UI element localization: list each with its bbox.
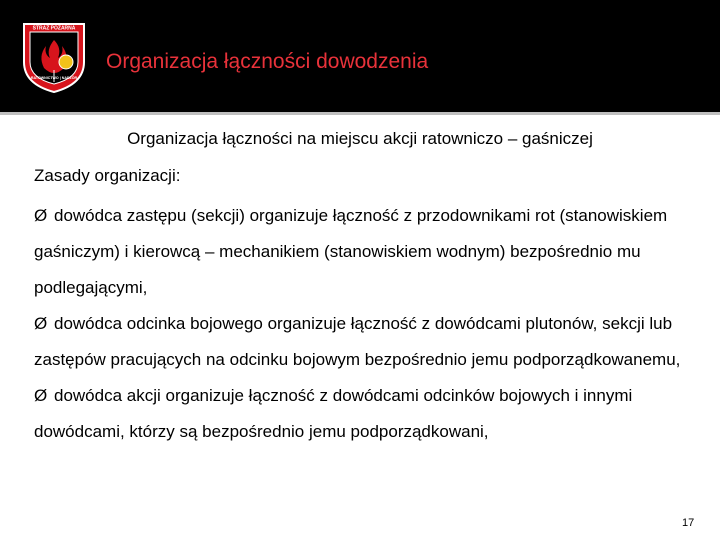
arrow-bullet-icon: Ø <box>34 314 48 333</box>
bullet-text: dowódca zastępu (sekcji) organizuje łączność z przodownikami rot (stanowiskiem gaśniczym) i kierowcą – mechanikiem (stanowiskiem wodnym) bezpośrednio mu podlegającymi, <box>34 206 668 297</box>
slide-header <box>0 0 720 112</box>
section-heading: Zasady organizacji: <box>34 166 181 185</box>
page-number: 17 <box>682 517 695 529</box>
bullet-item <box>34 198 704 306</box>
arrow-bullet-icon: Ø <box>34 386 48 405</box>
logo-top-text: STRAŻ POŻARNA <box>32 25 76 32</box>
slide-subtitle: Organizacja łączności na miejscu akcji ratowniczo – gaśniczej <box>127 129 593 148</box>
fire-brigade-logo <box>20 18 88 94</box>
arrow-bullet-icon: Ø <box>34 206 48 225</box>
bullet-text: dowódca akcji organizuje łączność z dowódcami odcinków bojowych i innymi dowódcami, którzy są bezpośrednio jemu podporządkowani, <box>34 386 633 441</box>
bullet-text: dowódca odcinka bojowego organizuje łączność z dowódcami plutonów, sekcji lub zastępów pracujących na odcinku bojowym bezpośrednio jemu podporządkowanemu, <box>34 314 681 369</box>
bullet-item <box>34 378 704 450</box>
slide-content <box>34 165 704 450</box>
slide-title: Organizacja łączności dowodzenia <box>106 50 429 73</box>
logo-bottom-text: RATOWNICTWO | NADZÓR <box>30 76 78 80</box>
bullet-item <box>34 306 704 378</box>
header-divider <box>0 112 720 115</box>
